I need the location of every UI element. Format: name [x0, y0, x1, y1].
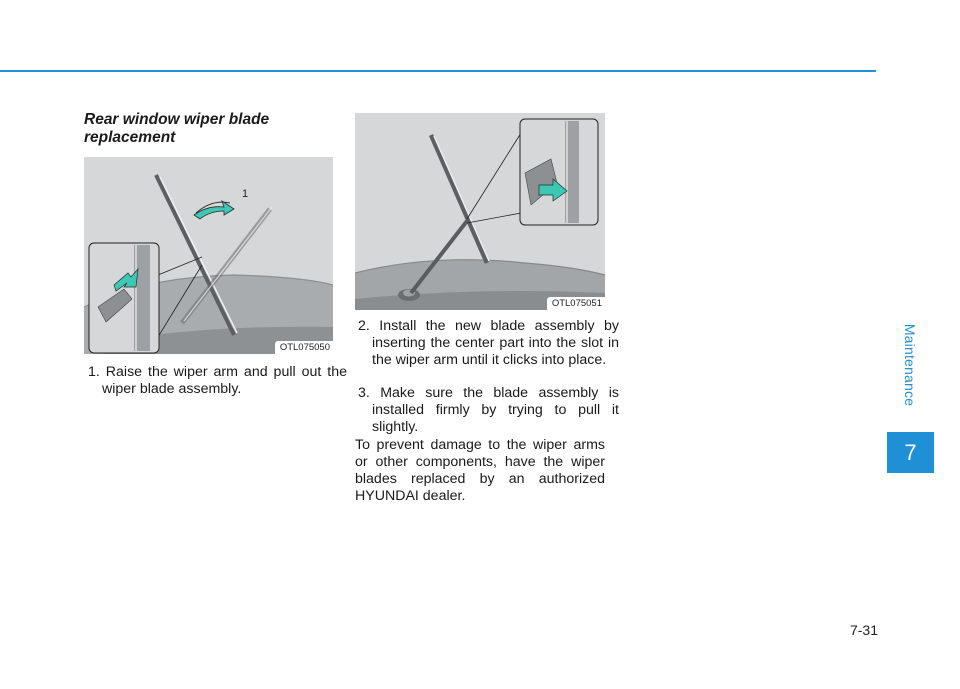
figure-remove-blade — [84, 157, 333, 354]
callout-number: 1 — [242, 188, 249, 200]
header-rule — [0, 70, 876, 72]
wiper-install-illustration — [355, 113, 605, 310]
step-1: 1. Raise the wiper arm and pull out the wiper blade assembly. — [88, 364, 347, 397]
section-title: Rear window wiper blade replacement — [84, 111, 270, 146]
step-2: 2. Install the new blade assembly by inserting the center part into the slot in the wiper arm until it clicks into place. — [358, 318, 619, 368]
figure-install-blade — [355, 113, 605, 310]
figure-code: OTL075051 — [547, 297, 605, 310]
page-number: 7-31 — [849, 622, 878, 638]
wiper-removal-illustration — [84, 157, 333, 354]
figure-code: OTL075050 — [275, 341, 333, 354]
chapter-side-label — [894, 300, 926, 430]
step-3: 3. Make sure the blade assembly is installed firmly by trying to pull it slightly. — [358, 385, 619, 435]
dealer-note: To prevent damage to the wiper arms or other components, have the wiper blades replaced by an authorized HYUNDAI dealer. — [355, 437, 605, 504]
chapter-side-label-text: Maintenance — [902, 323, 918, 407]
detail-inset — [89, 243, 159, 353]
detail-inset — [520, 119, 598, 225]
chapter-tab[interactable]: 7 — [887, 432, 934, 473]
